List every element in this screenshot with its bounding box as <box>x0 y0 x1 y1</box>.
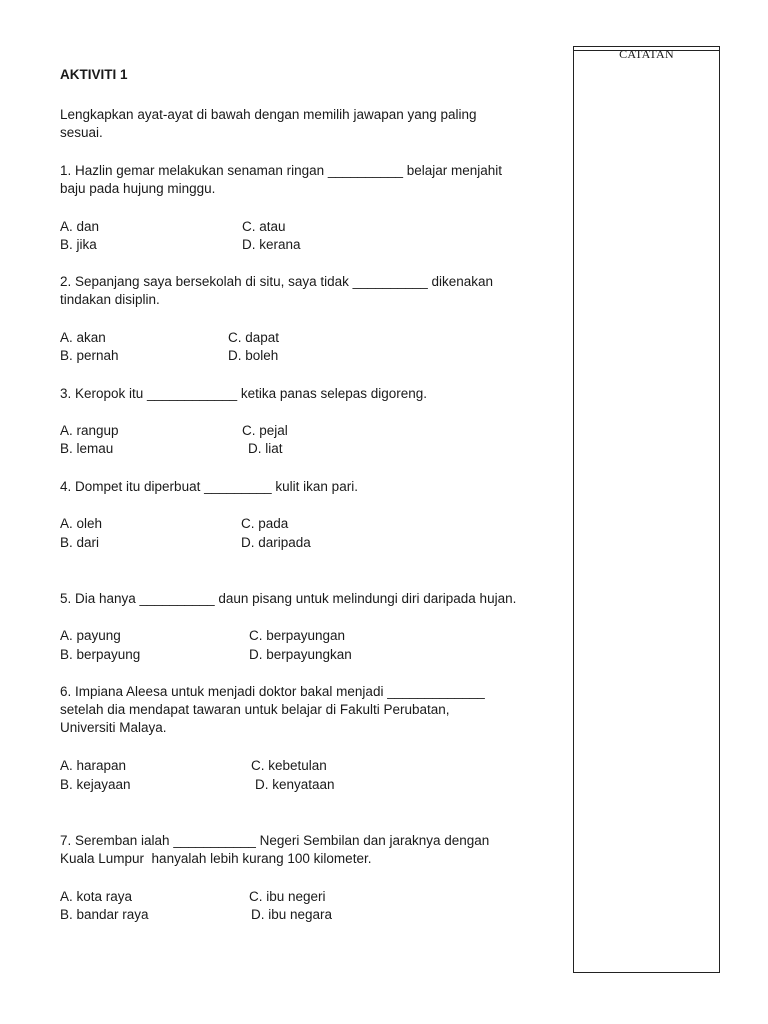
question-7-option-b[interactable]: B. bandar raya <box>60 907 149 922</box>
question-2-text: 2. Sepanjang saya bersekolah di situ, saya tidak __________ dikenakan tindakan disiplin. <box>60 274 494 307</box>
question-1-option-a[interactable]: A. dan <box>60 219 100 234</box>
question-3-option-a[interactable]: A. rangup <box>60 423 119 438</box>
question-4-option-a[interactable]: A. oleh <box>60 516 103 531</box>
question-7-text: 7. Seremban ialah ___________ Negeri Sembilan dan jaraknya dengan Kuala Lumpur hanyalah lebih kurang 100 kilometer. <box>60 833 490 866</box>
question-2-option-d[interactable]: D. boleh <box>228 348 279 363</box>
question-7-option-c[interactable]: C. ibu negeri <box>249 889 326 904</box>
question-3-option-b[interactable]: B. lemau <box>60 441 114 456</box>
question-1-option-d[interactable]: D. kerana <box>242 237 301 252</box>
question-1-option-b[interactable]: B. jika <box>60 237 97 252</box>
question-5-option-a[interactable]: A. payung <box>60 628 121 643</box>
question-3-text: 3. Keropok itu ____________ ketika panas selepas digoreng. <box>60 386 428 401</box>
question-5-option-c[interactable]: C. berpayungan <box>249 628 346 643</box>
question-3-option-d[interactable]: D. liat <box>248 441 283 456</box>
question-2-option-b[interactable]: B. pernah <box>60 348 119 363</box>
question-4-option-b[interactable]: B. dari <box>60 535 100 550</box>
question-7-option-a[interactable]: A. kota raya <box>60 889 133 904</box>
question-2-option-c[interactable]: C. dapat <box>228 330 280 345</box>
question-2-option-a[interactable]: A. akan <box>60 330 106 345</box>
question-7-option-d[interactable]: D. ibu negara <box>251 907 333 922</box>
question-6-option-c[interactable]: C. kebetulan <box>251 758 327 773</box>
question-1-text: 1. Hazlin gemar melakukan senaman ringan __________ belajar menjahit baju pada hujung minggu. <box>60 163 503 196</box>
question-6-option-a[interactable]: A. harapan <box>60 758 127 773</box>
instruction-text: Lengkapkan ayat-ayat di bawah dengan memilih jawapan yang paling sesuai. <box>60 107 477 140</box>
question-5-text: 5. Dia hanya __________ daun pisang untuk melindungi diri daripada hujan. <box>60 591 517 606</box>
notes-label: CATATAN <box>619 47 674 61</box>
question-6-option-d[interactable]: D. kenyataan <box>255 777 335 792</box>
question-5-option-d[interactable]: D. berpayungkan <box>249 647 352 662</box>
question-1-option-c[interactable]: C. atau <box>242 219 286 234</box>
question-6-text: 6. Impiana Aleesa untuk menjadi doktor bakal menjadi _____________ setelah dia mendapat tawaran untuk belajar di Fakulti Perubatan, Universiti Malaya. <box>60 684 485 735</box>
question-4-option-c[interactable]: C. pada <box>241 516 289 531</box>
question-4-text: 4. Dompet itu diperbuat _________ kulit ikan pari. <box>60 479 358 494</box>
activity-title: AKTIVITI 1 <box>60 67 128 82</box>
question-4-option-d[interactable]: D. daripada <box>241 535 311 550</box>
question-5-option-b[interactable]: B. berpayung <box>60 647 141 662</box>
question-3-option-c[interactable]: C. pejal <box>242 423 288 438</box>
notes-box[interactable] <box>573 46 720 973</box>
question-6-option-b[interactable]: B. kejayaan <box>60 777 131 792</box>
